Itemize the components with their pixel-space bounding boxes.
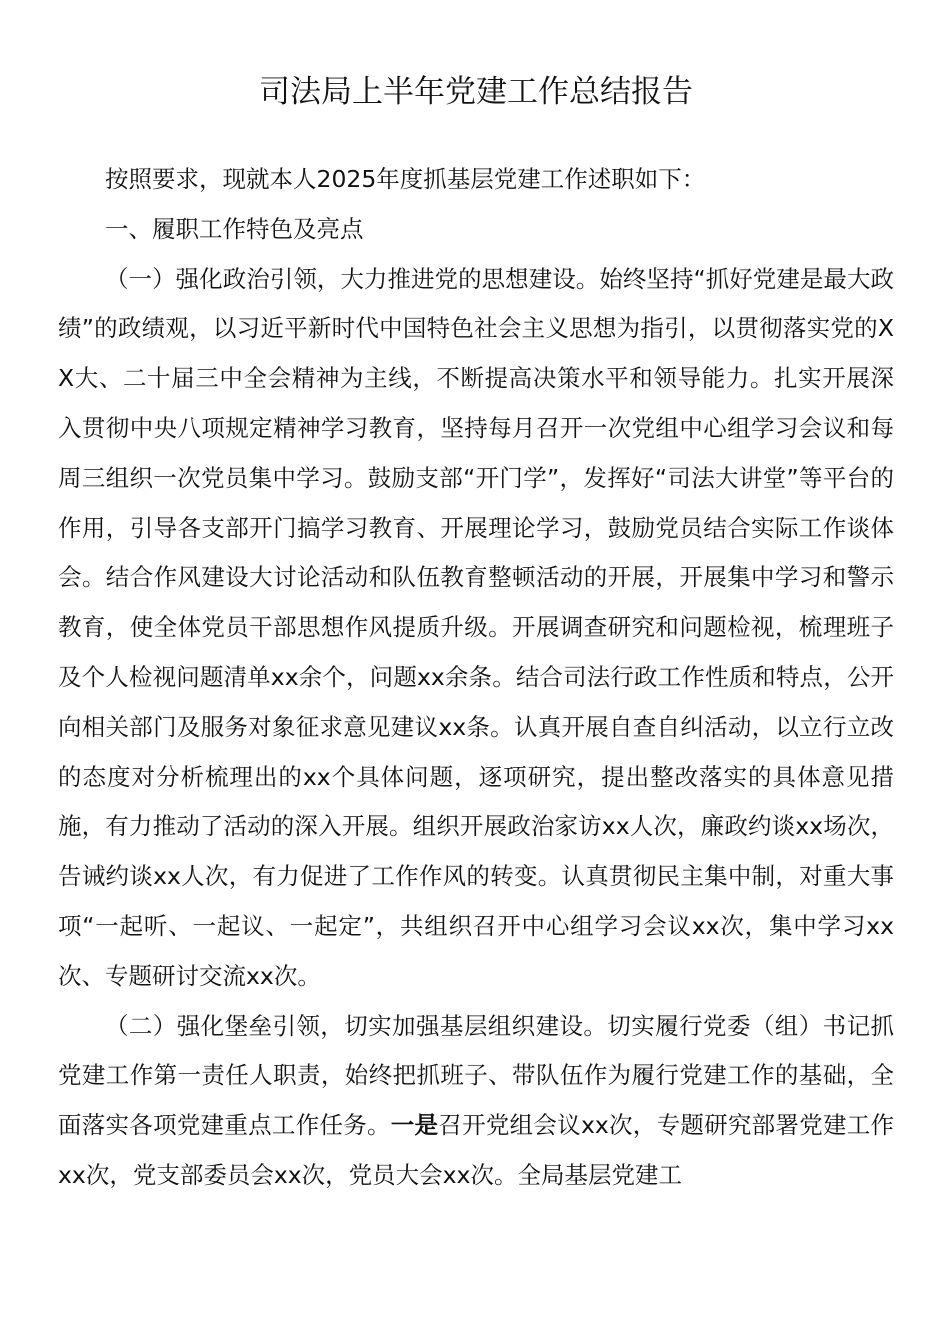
document-page bbox=[58, 0, 894, 1201]
bold-enumerator: 一是 bbox=[390, 1111, 439, 1140]
section-heading: 一、履职工作特色及亮点 bbox=[105, 214, 364, 243]
paragraph-organization-building bbox=[58, 1002, 894, 1201]
paragraph-lead-text: （二）强化堡垒引领，切实加强基层组织建设。切实履行党委（组）书记抓党建工作第一责任人职责，始终把抓班子、带队伍作为履行党建工作的基础，全面落实各项党建重点工作任务。 bbox=[58, 1011, 894, 1140]
intro-paragraph: 按照要求，现就本人2025年度抓基层党建工作述职如下： bbox=[105, 165, 706, 193]
paragraph-political-guidance: （一）强化政治引领，大力推进党的思想建设。始终坚持“抓好党建是最大政绩”的政绩观，以习近平新时代中国特色社会主义思想为指引，以贯彻落实党的XX大、二十届三中全会精神为主线，不断提高决策水平和领导能力。扎实开展深入贯彻中央八项规定精神学习教育，坚持每月召开一次党组中心组学习会议和每周三组织一次党员集中学习。鼓励支部“开门学”，发挥好“司法大讲堂”等平台的作用，引导各支部开门搞学习教育、开展理论学习，鼓励党员结合实际工作谈体会。结合作风建设大讨论活动和队伍教育整顿活动的开展，开展集中学习和警示教育，使全体党员干部思想作风提质升级。开展调查研究和问题检视，梳理班子及个人检视问题清单xx余个，问题xx余条。结合司法行政工作性质和特点，公开向相关部门及服务对象征求意见建议xx条。认真开展自查自纠活动，以立行立改的态度对分析梳理出的xx个具体问题，逐项研究，提出整改落实的具体意见措施，有力推动了活动的深入开展。组织开展政治家访xx人次，廉政约谈xx场次，告诫约谈xx人次，有力促进了工作作风的转变。认真贯彻民主集中制，对重大事项“一起听、一起议、一起定”，共组织召开中心组学习会议xx次，集中学习xx次、专题研讨交流xx次。 bbox=[58, 264, 894, 990]
document-title: 司法局上半年党建工作总结报告 bbox=[259, 74, 693, 110]
paragraph-tail-text: 召开党组会议xx次，专题研究部署党建工作xx次，党支部委员会xx次，党员大会xx次。全局基层党建工 bbox=[58, 1111, 894, 1189]
document-body bbox=[58, 155, 894, 1201]
